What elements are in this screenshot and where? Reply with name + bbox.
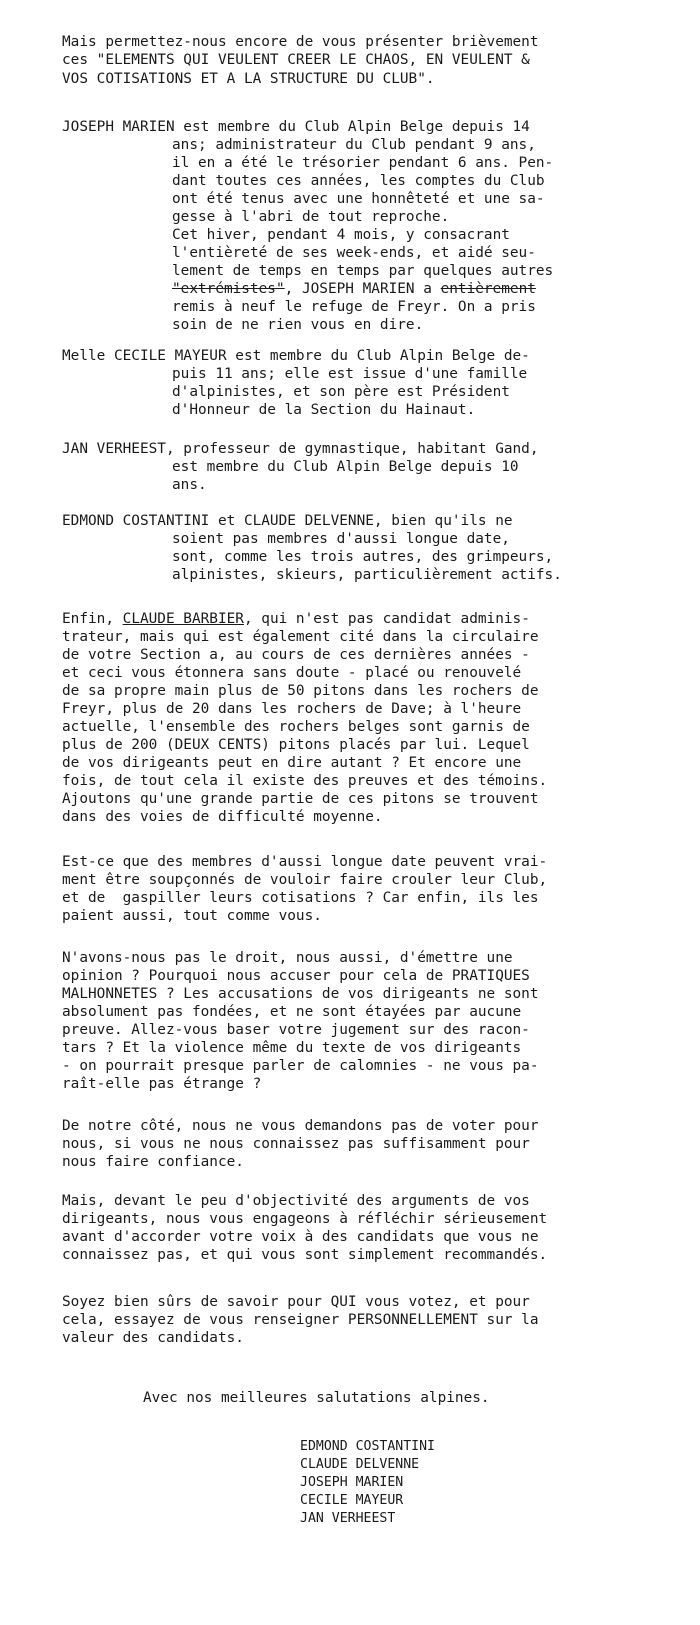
signature-name: EDMOND COSTANTINI — [300, 1439, 435, 1454]
paragraph-first-line: JAN VERHEEST, professeur de gymnastique, habitant Gand, — [62, 441, 539, 457]
signature-name: CECILE MAYEUR — [300, 1493, 404, 1508]
paragraph-first-line — [62, 610, 530, 628]
paragraph-line: Est-ce que des membres d'aussi longue date peuvent vrai- — [62, 854, 548, 870]
paragraph-line: avant d'accorder votre voix à des candidats que vous ne — [62, 1229, 539, 1245]
intro-line: Mais permettez-nous encore de vous présenter brièvement — [62, 34, 539, 50]
struck-word: "extrémistes" — [172, 281, 285, 297]
paragraph-line: de votre Section a, au cours de ces dernières années - — [62, 647, 530, 663]
inline-text: , qui n'est pas candidat adminis- — [243, 611, 530, 627]
paragraph-line: puis 11 ans; elle est issue d'une famille — [172, 366, 528, 382]
paragraph-line: et de gaspiller leurs cotisations ? Car enfin, ils les — [62, 890, 539, 906]
paragraph-line: dirigeants, nous vous engageons à réfléchir sérieusement — [62, 1211, 548, 1227]
paragraph-line: dant toutes ces années, les comptes du Club — [172, 173, 545, 189]
paragraph-line: Ajoutons qu'une grande partie de ces pitons se trouvent — [62, 791, 539, 807]
signature-name: JOSEPH MARIEN — [300, 1475, 404, 1490]
paragraph-first-line: EDMOND COSTANTINI et CLAUDE DELVENNE, bien qu'ils ne — [62, 513, 513, 529]
paragraph-line: ans; administrateur du Club pendant 9 ans, — [172, 137, 536, 153]
paragraph-line: tars ? Et la violence même du texte de vos dirigeants — [62, 1040, 522, 1056]
paragraph-line: raît-elle pas étrange ? — [62, 1076, 262, 1092]
paragraph-line: il en a été le trésorier pendant 6 ans. Pen- — [172, 155, 554, 171]
paragraph-line: ont été tenus avec une honnêteté et une sa- — [172, 191, 545, 207]
paragraph-line: nous, si vous ne nous connaissez pas suffisamment pour — [62, 1136, 530, 1152]
paragraph-line: sont, comme les trois autres, des grimpeurs, — [172, 549, 554, 565]
paragraph-line: alpinistes, skieurs, particulièrement actifs. — [172, 567, 562, 583]
paragraph-first-line: JOSEPH MARIEN est membre du Club Alpin Belge depuis 14 — [62, 119, 530, 135]
paragraph-line: N'avons-nous pas le droit, nous aussi, d'émettre une — [62, 950, 513, 966]
paragraph-first-line: Melle CECILE MAYEUR est membre du Club Alpin Belge de- — [62, 348, 530, 364]
paragraph-line: paient aussi, tout comme vous. — [62, 908, 322, 924]
paragraph-line: Freyr, plus de 20 dans les rochers de Dave; à l'heure — [62, 701, 522, 717]
paragraph-line: de vos dirigeants peut en dire autant ? Et encore une — [62, 755, 522, 771]
paragraph-line: lement de temps en temps par quelques autres — [172, 263, 554, 279]
paragraph-line: d'Honneur de la Section du Hainaut. — [172, 402, 476, 418]
paragraph-line: est membre du Club Alpin Belge depuis 10 — [172, 459, 519, 475]
paragraph-line: d'alpinistes, et son père est Président — [172, 384, 510, 400]
paragraph-line: MALHONNETES ? Les accusations de vos dirigeants ne sont — [62, 986, 539, 1002]
paragraph-line: plus de 200 (DEUX CENTS) pitons placés par lui. Lequel — [62, 737, 530, 753]
paragraph-line: Mais, devant le peu d'objectivité des arguments de vos — [62, 1193, 530, 1209]
inline-text: Enfin, — [62, 611, 123, 627]
paragraph-line: soin de ne rien vous en dire. — [172, 317, 424, 333]
paragraph-line: dans des voies de difficulté moyenne. — [62, 809, 383, 825]
paragraph-line: connaissez pas, et qui vous sont simplement recommandés. — [62, 1247, 548, 1263]
intro-line: ces "ELEMENTS QUI VEULENT CREER LE CHAOS, EN VEULENT & — [62, 52, 530, 68]
paragraph-line-with-strikeout — [172, 280, 536, 298]
paragraph-line: trateur, mais qui est également cité dans la circulaire — [62, 629, 539, 645]
paragraph-line: nous faire confiance. — [62, 1154, 244, 1170]
paragraph-line: ment être soupçonnés de vouloir faire crouler leur Club, — [62, 872, 548, 888]
paragraph-line: preuve. Allez-vous baser votre jugement sur des racon- — [62, 1022, 530, 1038]
paragraph-line: - on pourrait presque parler de calomnies - ne vous pa- — [62, 1058, 539, 1074]
paragraph-line: De notre côté, nous ne vous demandons pas de voter pour — [62, 1118, 539, 1134]
paragraph-line: absolument pas fondées, et ne sont étayées par aucune — [62, 1004, 522, 1020]
paragraph-line: remis à neuf le refuge de Freyr. On a pris — [172, 299, 536, 315]
paragraph-line: l'entièreté de ses week-ends, et aidé seu- — [172, 245, 536, 261]
signature-name: CLAUDE DELVENNE — [300, 1457, 420, 1472]
paragraph-line: de sa propre main plus de 50 pitons dans les rochers de — [62, 683, 539, 699]
struck-word: entièrement — [440, 281, 536, 297]
paragraph-line: fois, de tout cela il existe des preuves et des témoins. — [62, 773, 548, 789]
signature-name: JAN VERHEEST — [300, 1511, 396, 1526]
paragraph-line: et ceci vous étonnera sans doute - placé ou renouvelé — [62, 665, 522, 681]
underlined-name: CLAUDE BARBIER — [122, 611, 244, 627]
paragraph-line: actuelle, l'ensemble des rochers belges sont garnis de — [62, 719, 530, 735]
closing-salutation: Avec nos meilleures salutations alpines. — [143, 1390, 490, 1406]
paragraph-line: opinion ? Pourquoi nous accuser pour cela de PRATIQUES — [62, 968, 530, 984]
inline-text: , JOSEPH MARIEN a — [284, 281, 441, 297]
paragraph-line: cela, essayez de vous renseigner PERSONNELLEMENT sur la — [62, 1312, 539, 1328]
paragraph-line: gesse à l'abri de tout reproche. — [172, 209, 450, 225]
paragraph-line: soient pas membres d'aussi longue date, — [172, 531, 510, 547]
intro-line: VOS COTISATIONS ET A LA STRUCTURE DU CLUB". — [62, 71, 435, 87]
paragraph-line: Cet hiver, pendant 4 mois, y consacrant — [172, 227, 510, 243]
paragraph-line: Soyez bien sûrs de savoir pour QUI vous votez, et pour — [62, 1294, 530, 1310]
paragraph-line: valeur des candidats. — [62, 1330, 244, 1346]
paragraph-line: ans. — [172, 477, 207, 493]
